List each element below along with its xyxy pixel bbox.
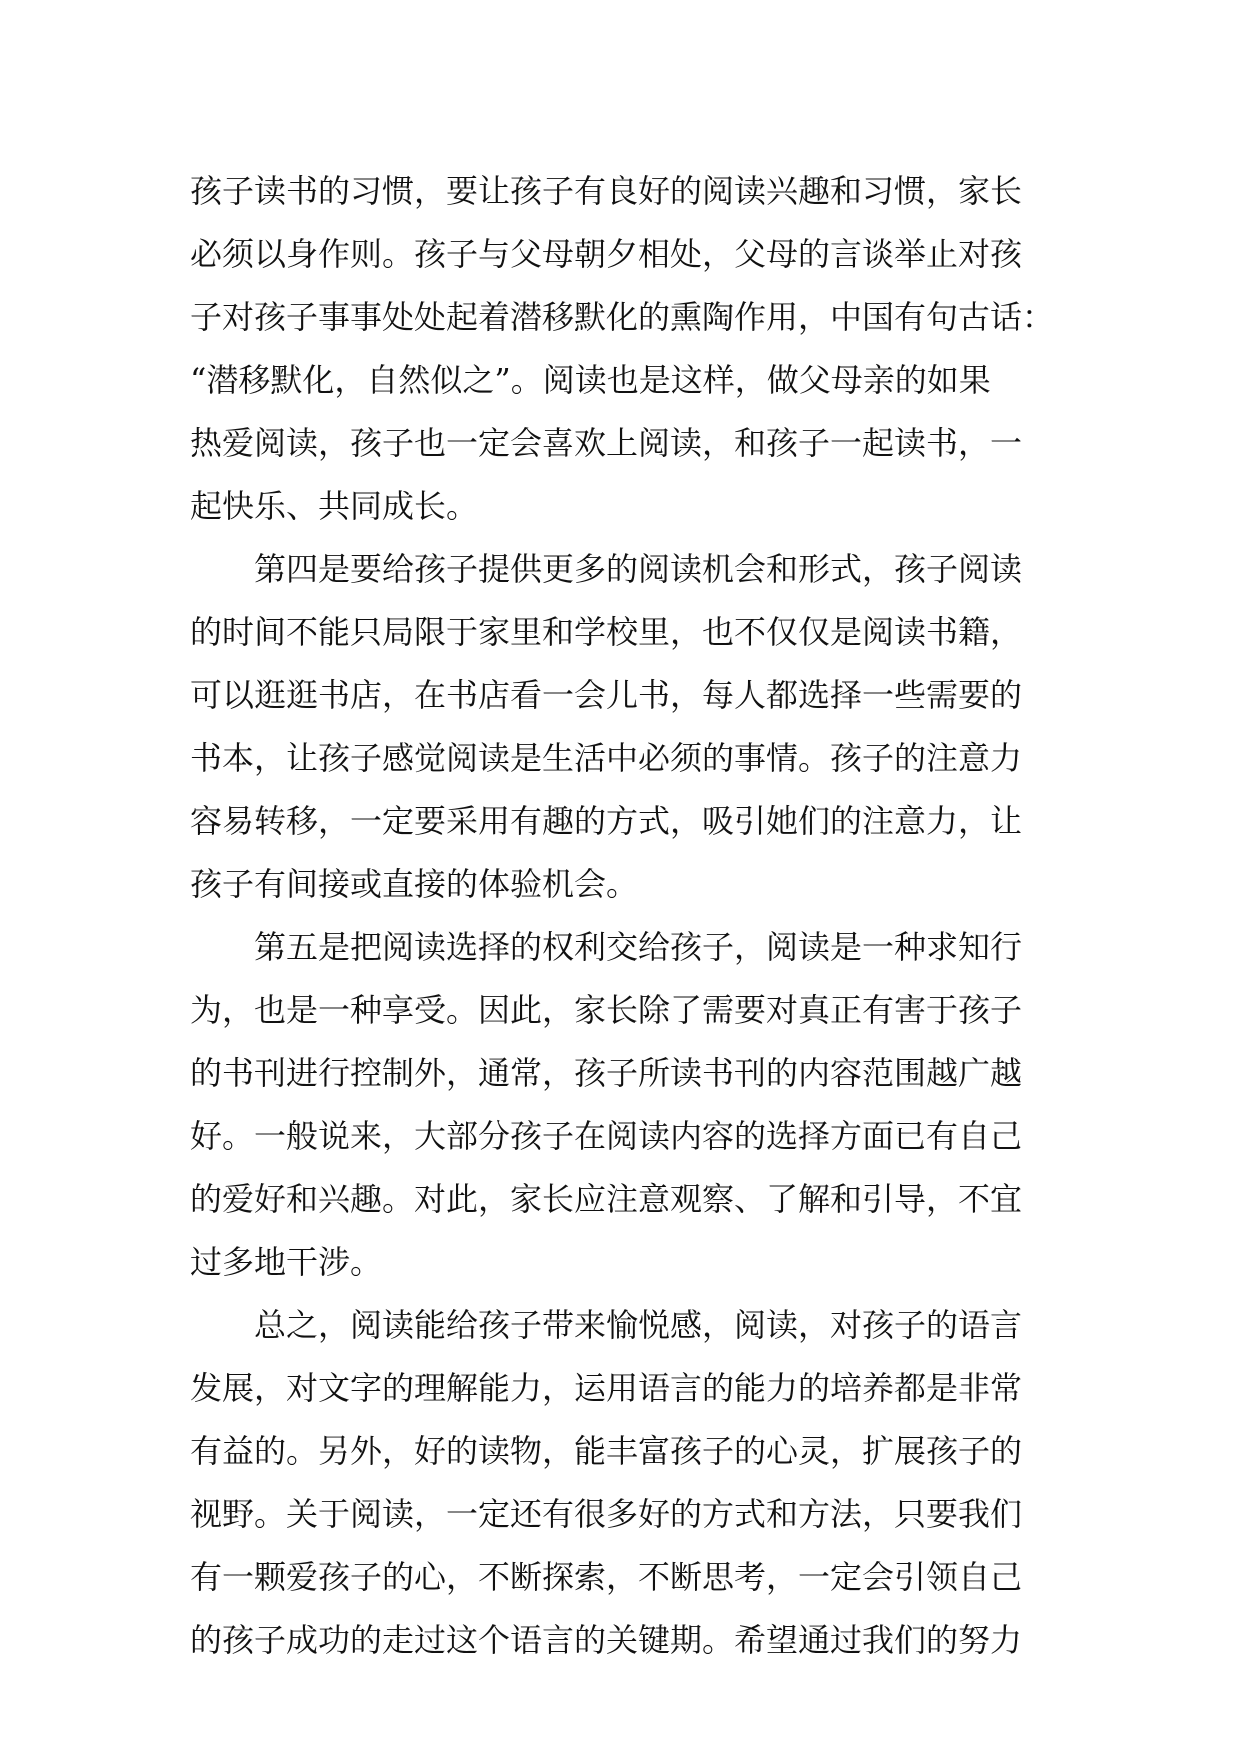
text-line: 热爱阅读，孩子也一定会喜欢上阅读，和孩子一起读书，一	[190, 424, 1023, 462]
text-line: 发展，对文字的理解能力，运用语言的能力的培养都是非常	[190, 1369, 1023, 1407]
text-line: 必须以身作则。孩子与父母朝夕相处，父母的言谈举止对孩	[190, 235, 1023, 273]
text-line: 好。一般说来，大部分孩子在阅读内容的选择方面已有自己	[190, 1117, 1023, 1155]
text-line: 的时间不能只局限于家里和学校里，也不仅仅是阅读书籍，	[190, 613, 1023, 651]
text-line: 孩子有间接或直接的体验机会。	[190, 865, 639, 903]
text-line: 有一颗爱孩子的心，不断探索，不断思考，一定会引领自己	[190, 1558, 1023, 1596]
text-line: 子对孩子事事处处起着潜移默化的熏陶作用，中国有句古话：	[190, 298, 1055, 336]
text-line: 过多地干涉。	[190, 1243, 383, 1281]
text-line: 容易转移，一定要采用有趣的方式，吸引她们的注意力，让	[190, 802, 1023, 840]
text-line: 书本，让孩子感觉阅读是生活中必须的事情。孩子的注意力	[190, 739, 1023, 777]
text-line: 视野。关于阅读，一定还有很多好的方式和方法，只要我们	[190, 1495, 1023, 1533]
text-line: 的爱好和兴趣。对此，家长应注意观察、了解和引导，不宜	[190, 1180, 1023, 1218]
text-line: 有益的。另外，好的读物，能丰富孩子的心灵，扩展孩子的	[190, 1432, 1023, 1470]
paragraph-first-line: 第五是把阅读选择的权利交给孩子，阅读是一种求知行	[254, 928, 1023, 966]
text-line: 的孩子成功的走过这个语言的关键期。希望通过我们的努力	[190, 1621, 1023, 1659]
text-line: 起快乐、共同成长。	[190, 487, 479, 525]
text-line: 可以逛逛书店，在书店看一会儿书，每人都选择一些需要的	[190, 676, 1023, 714]
text-line: “潜移默化，自然似之”。阅读也是这样，做父母亲的如果	[190, 361, 991, 399]
paragraph-first-line: 第四是要给孩子提供更多的阅读机会和形式，孩子阅读	[254, 550, 1023, 588]
text-line: 为，也是一种享受。因此，家长除了需要对真正有害于孩子	[190, 991, 1023, 1029]
paragraph-first-line: 总之，阅读能给孩子带来愉悦感，阅读，对孩子的语言	[254, 1306, 1023, 1344]
body-text	[190, 160, 1070, 1672]
text-line: 的书刊进行控制外，通常，孩子所读书刊的内容范围越广越	[190, 1054, 1023, 1092]
text-line: 孩子读书的习惯，要让孩子有良好的阅读兴趣和习惯，家长	[190, 172, 1023, 210]
